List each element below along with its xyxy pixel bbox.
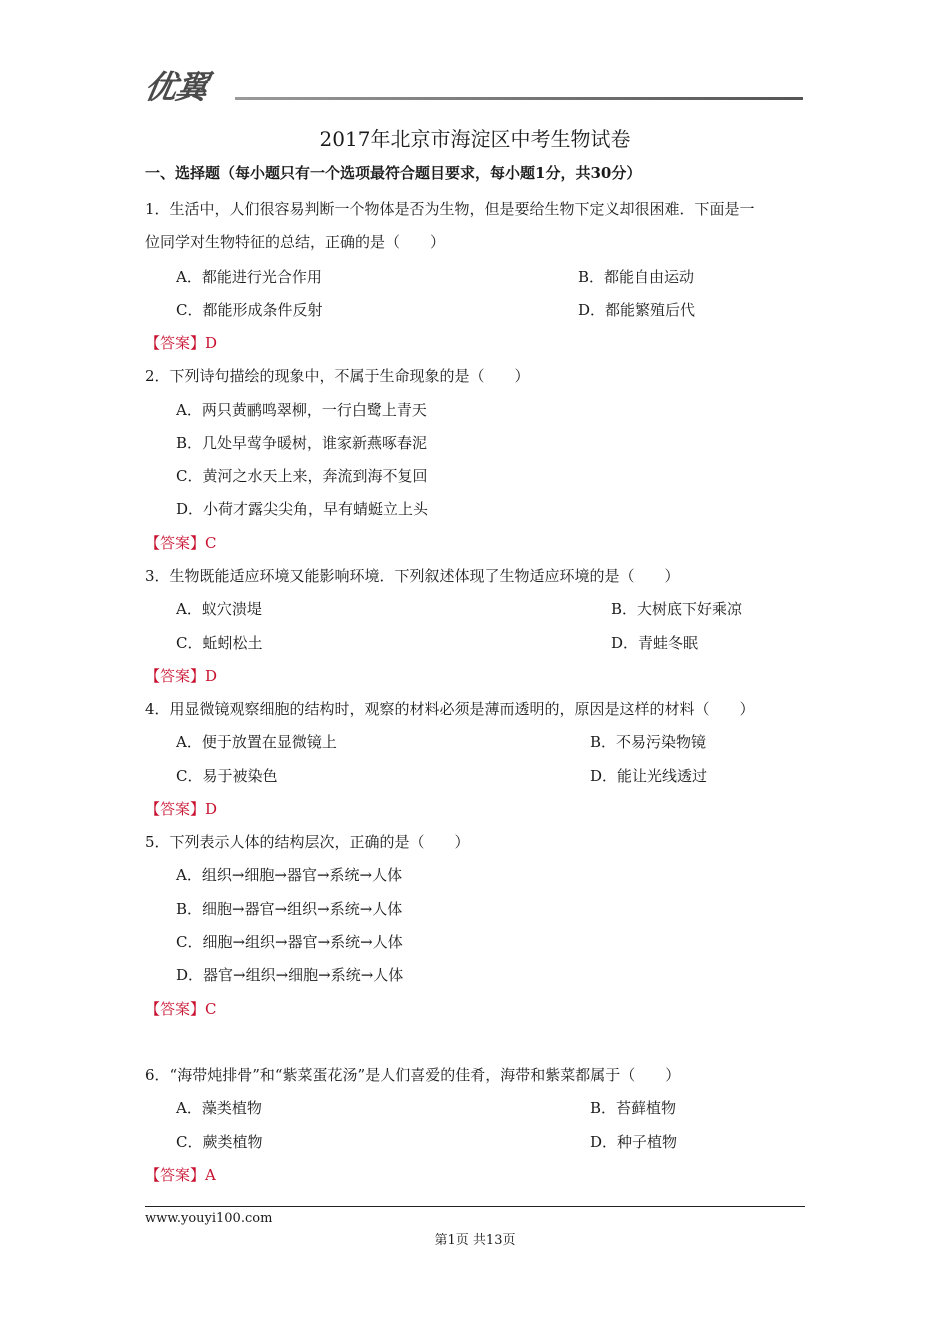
- question-3-answer: 【答案】D: [145, 667, 218, 685]
- question-3-option-c: C．蚯蚓松土: [176, 634, 263, 652]
- question-5-option-b: B．细胞→器官→组织→系统→人体: [176, 900, 403, 918]
- question-5-option-a: A．组织→细胞→器官→系统→人体: [176, 866, 403, 884]
- brand-logo: 优翼: [141, 68, 211, 106]
- section-heading: 一、选择题（每小题只有一个选项最符合题目要求，每小题1分，共30分）: [145, 164, 642, 182]
- question-6-option-c: C．蕨类植物: [176, 1133, 263, 1151]
- question-5-answer: 【答案】C: [145, 1000, 217, 1018]
- question-1-stem-line-1: 1．生活中，人们很容易判断一个物体是否为生物，但是要给生物下定义却很困难．下面是一: [145, 200, 755, 218]
- question-4-option-b: B．不易污染物镜: [590, 733, 707, 751]
- question-4-option-d: D．能让光线透过: [590, 767, 708, 785]
- question-6-option-d: D．种子植物: [590, 1133, 678, 1151]
- question-1-option-d: D．都能繁殖后代: [578, 301, 696, 319]
- question-4-option-c: C．易于被染色: [176, 767, 278, 785]
- question-2-stem: 2．下列诗句描绘的现象中，不属于生命现象的是（ ）: [145, 367, 530, 385]
- question-6-option-a: A．藻类植物: [176, 1099, 262, 1117]
- footer-website-link[interactable]: www.youyi100.com: [145, 1211, 273, 1226]
- page-header: [141, 68, 805, 108]
- question-2-option-c: C．黄河之水天上来，奔流到海不复回: [176, 467, 428, 485]
- question-6-stem: 6．“海带炖排骨”和“紫菜蛋花汤”是人们喜爱的佳肴，海带和紫菜都属于（ ）: [145, 1066, 681, 1084]
- question-5-option-c: C．细胞→组织→器官→系统→人体: [176, 933, 403, 951]
- question-4-option-a: A．便于放置在显微镜上: [176, 733, 337, 751]
- question-3-option-d: D．青蛙冬眠: [611, 634, 699, 652]
- question-6-option-b: B．苔藓植物: [590, 1099, 677, 1117]
- footer-rule: [145, 1206, 805, 1207]
- page-number: 第1页 共13页: [434, 1233, 516, 1248]
- question-2-option-a: A．两只黄鹂鸣翠柳，一行白鹭上青天: [176, 401, 427, 419]
- question-1-answer: 【答案】D: [145, 334, 218, 352]
- question-5-option-d: D．器官→组织→细胞→系统→人体: [176, 966, 404, 984]
- question-1-stem-line-2: 位同学对生物特征的总结，正确的是（ ）: [145, 233, 446, 251]
- question-2-option-d: D．小荷才露尖尖角，早有蜻蜓立上头: [176, 500, 429, 518]
- question-4-stem: 4．用显微镜观察细胞的结构时，观察的材料必须是薄而透明的，原因是这样的材料（ ）: [145, 700, 755, 718]
- question-3-option-b: B．大树底下好乘凉: [611, 600, 743, 618]
- question-6-answer: 【答案】A: [145, 1166, 216, 1184]
- question-1-option-a: A．都能进行光合作用: [176, 268, 322, 286]
- question-3-stem: 3．生物既能适应环境又能影响环境．下列叙述体现了生物适应环境的是（ ）: [145, 567, 680, 585]
- question-1-option-c: C．都能形成条件反射: [176, 301, 323, 319]
- question-1-option-b: B．都能自由运动: [578, 268, 695, 286]
- question-2-option-b: B．几处早莺争暖树，谁家新燕啄春泥: [176, 434, 428, 452]
- header-rule: [235, 97, 803, 100]
- question-5-stem: 5．下列表示人体的结构层次，正确的是（ ）: [145, 833, 470, 851]
- question-3-option-a: A．蚁穴溃堤: [176, 600, 262, 618]
- question-4-answer: 【答案】D: [145, 800, 218, 818]
- question-2-answer: 【答案】C: [145, 534, 217, 552]
- document-title: 2017年北京市海淀区中考生物试卷: [319, 127, 631, 151]
